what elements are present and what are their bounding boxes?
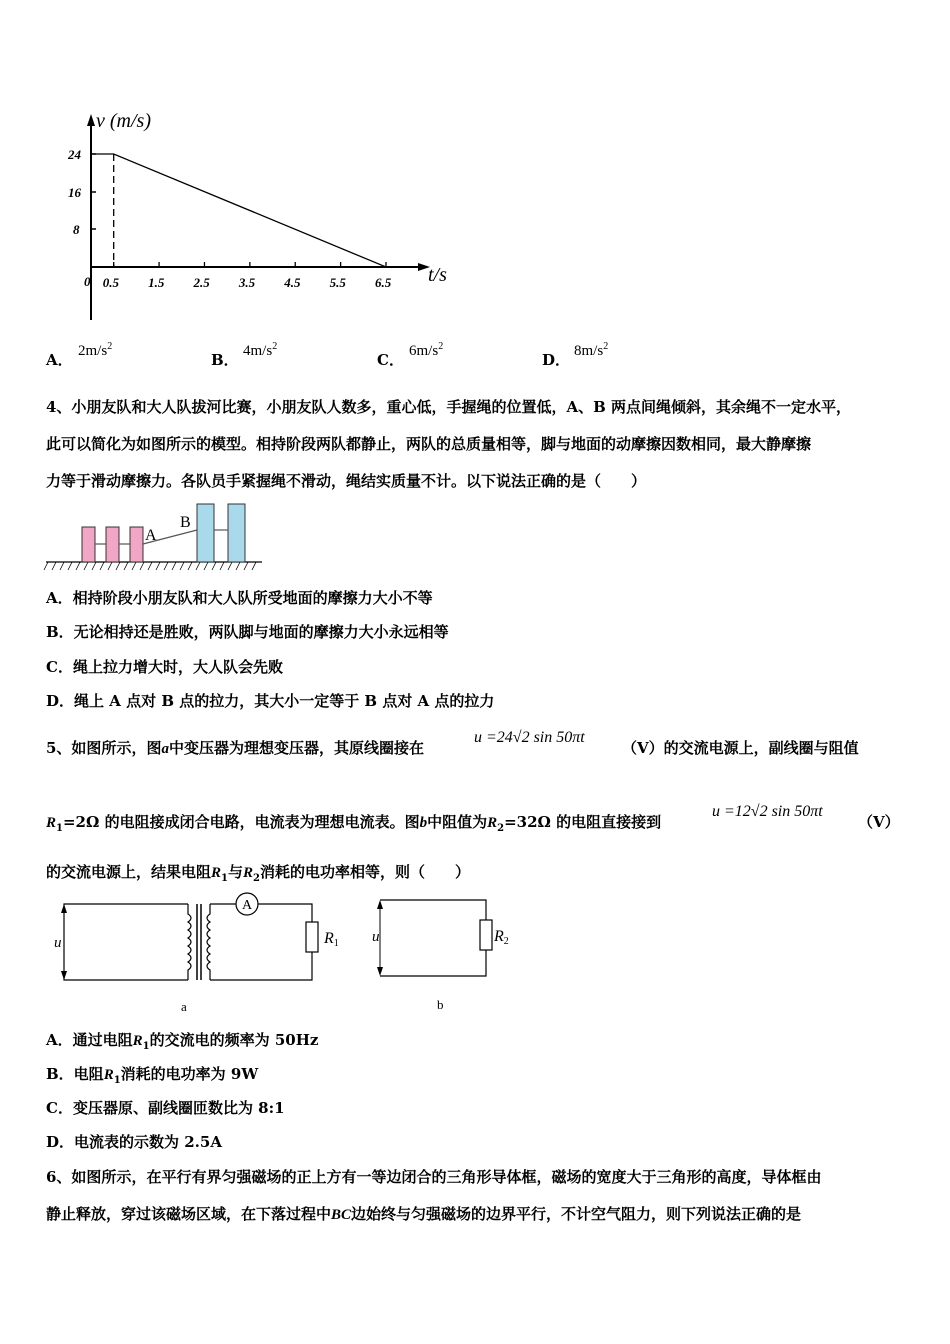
circuit-b: [372, 900, 509, 1012]
q5-option-a: A．通过电阻$R_1$的交流电的频率为 50Hz: [46, 1031, 319, 1052]
q4-option-c: C．绳上拉力增大时，大人队会先败: [46, 658, 283, 676]
circuit-figures: [40, 888, 540, 1018]
figure-b-caption: b: [437, 997, 444, 1012]
q4-option-d: D．绳上 A 点对 B 点的拉力，其大小一定等于 B 点对 A 点的拉力: [46, 692, 495, 710]
child-block: [106, 527, 119, 562]
velocity-line: [91, 154, 386, 267]
q5-text-line-3: 的交流电源上，结果电阻$R_1$与$R_2$消耗的电功率相等，则（ ）: [46, 863, 471, 884]
x-tick-label: 5.5: [329, 275, 346, 290]
y-tick-label: 24: [68, 147, 81, 162]
q5-text-line-1b: （V）的交流电源上，副线圈与阻值: [622, 739, 859, 757]
source-u-label: u: [54, 935, 62, 951]
child-block: [130, 527, 143, 562]
q4-option-b: B．无论相持还是胜败，两队脚与地面的摩擦力大小永远相等: [46, 623, 449, 641]
q5-formula-1: u =24√2 sin 50πt: [474, 729, 585, 746]
q5-text-line-2a: $R_1=2\Omega$ 的电阻接成闭合电路，电流表为理想电流表。图b中阻值为$R_2=32\Omega$ 的电阻直接接到: [46, 813, 662, 834]
tug-of-war-figure: [44, 500, 264, 575]
option-d-letter: D．: [542, 351, 571, 369]
y-axis-arrow: [87, 114, 95, 126]
circuit-a: [54, 893, 339, 1014]
r2-label: R2: [494, 928, 509, 947]
x-tick-label: 4.5: [284, 275, 301, 290]
x-axis-label: t/s: [428, 264, 447, 286]
source-u-label-b: u: [372, 929, 380, 945]
y-tick-label: 16: [68, 185, 81, 200]
q5-option-b: B．电阻$R_1$消耗的电功率为 9W: [46, 1065, 259, 1086]
point-a-label: A: [145, 527, 157, 544]
option-a-value: $2m/s^2$: [78, 341, 113, 359]
r1-label: R1: [324, 930, 339, 949]
x-tick-label: 2.5: [193, 275, 210, 290]
q5-formula-2: u =12√2 sin 50πt: [712, 803, 823, 820]
secondary-coil: [207, 904, 210, 980]
option-b-letter: B．: [211, 351, 239, 369]
point-b-label: B: [180, 514, 191, 531]
y-axis-label: v (m/s): [96, 110, 151, 132]
q5-option-c: C．变压器原、副线圈匝数比为 8:1: [46, 1099, 285, 1117]
q5-text-line-2b: （V）: [858, 813, 900, 831]
q4-text-line-2: 此可以简化为如图所示的模型。相持阶段两队都静止，两队的总质量相等，脚与地面的动摩擦因数相同，最大静摩擦: [46, 435, 812, 453]
q4-text-line-1: 4、小朋友队和大人队拔河比赛，小朋友队人数多，重心低，手握绳的位置低，A、B 两点间绳倾斜，其余绳不一定水平，: [46, 398, 851, 416]
resistor-r1: [306, 922, 318, 952]
x-tick-label: 0.5: [102, 275, 119, 290]
x-tick-label: 6.5: [375, 275, 392, 290]
figure-a-caption: a: [181, 999, 187, 1014]
q5-option-d: D．电流表的示数为 2.5A: [46, 1133, 222, 1151]
option-a-letter: A．: [46, 351, 73, 369]
q4-option-a: A．相持阶段小朋友队和大人队所受地面的摩擦力大小不等: [46, 589, 433, 607]
q6-text-line-1: 6、如图所示，在平行有界匀强磁场的正上方有一等边闭合的三角形导体框，磁场的宽度大于三角形的高度，导体框由: [46, 1168, 822, 1186]
option-d-value: $8m/s^2$: [574, 341, 609, 359]
y-tick-label: 8: [73, 222, 80, 237]
child-block: [82, 527, 95, 562]
q6-text-line-2: 静止释放，穿过该磁场区域，在下落过程中BC边始终与匀强磁场的边界平行，不计空气阻力，则下列说法正确的是: [46, 1205, 802, 1223]
q5-text-line-1a: 5、如图所示，图a中变压器为理想变压器，其原线圈接在: [46, 739, 424, 757]
option-c-value: $6m/s^2$: [409, 341, 444, 359]
ammeter-label: A: [242, 898, 253, 913]
q4-text-line-3: 力等于滑动摩擦力。各队员手紧握绳不滑动，绳结实质量不计。以下说法正确的是（ ）: [46, 472, 647, 490]
option-b-value: $4m/s^2$: [243, 341, 278, 359]
x-tick-label: 1.5: [148, 275, 165, 290]
resistor-r2: [480, 920, 492, 950]
x-tick-label: 3.5: [238, 275, 256, 290]
origin-label: 0: [84, 274, 91, 289]
option-c-letter: C．: [377, 351, 404, 369]
adult-block: [197, 504, 214, 562]
velocity-time-graph: [70, 100, 490, 325]
adult-block: [228, 504, 245, 562]
primary-coil: [188, 904, 191, 980]
